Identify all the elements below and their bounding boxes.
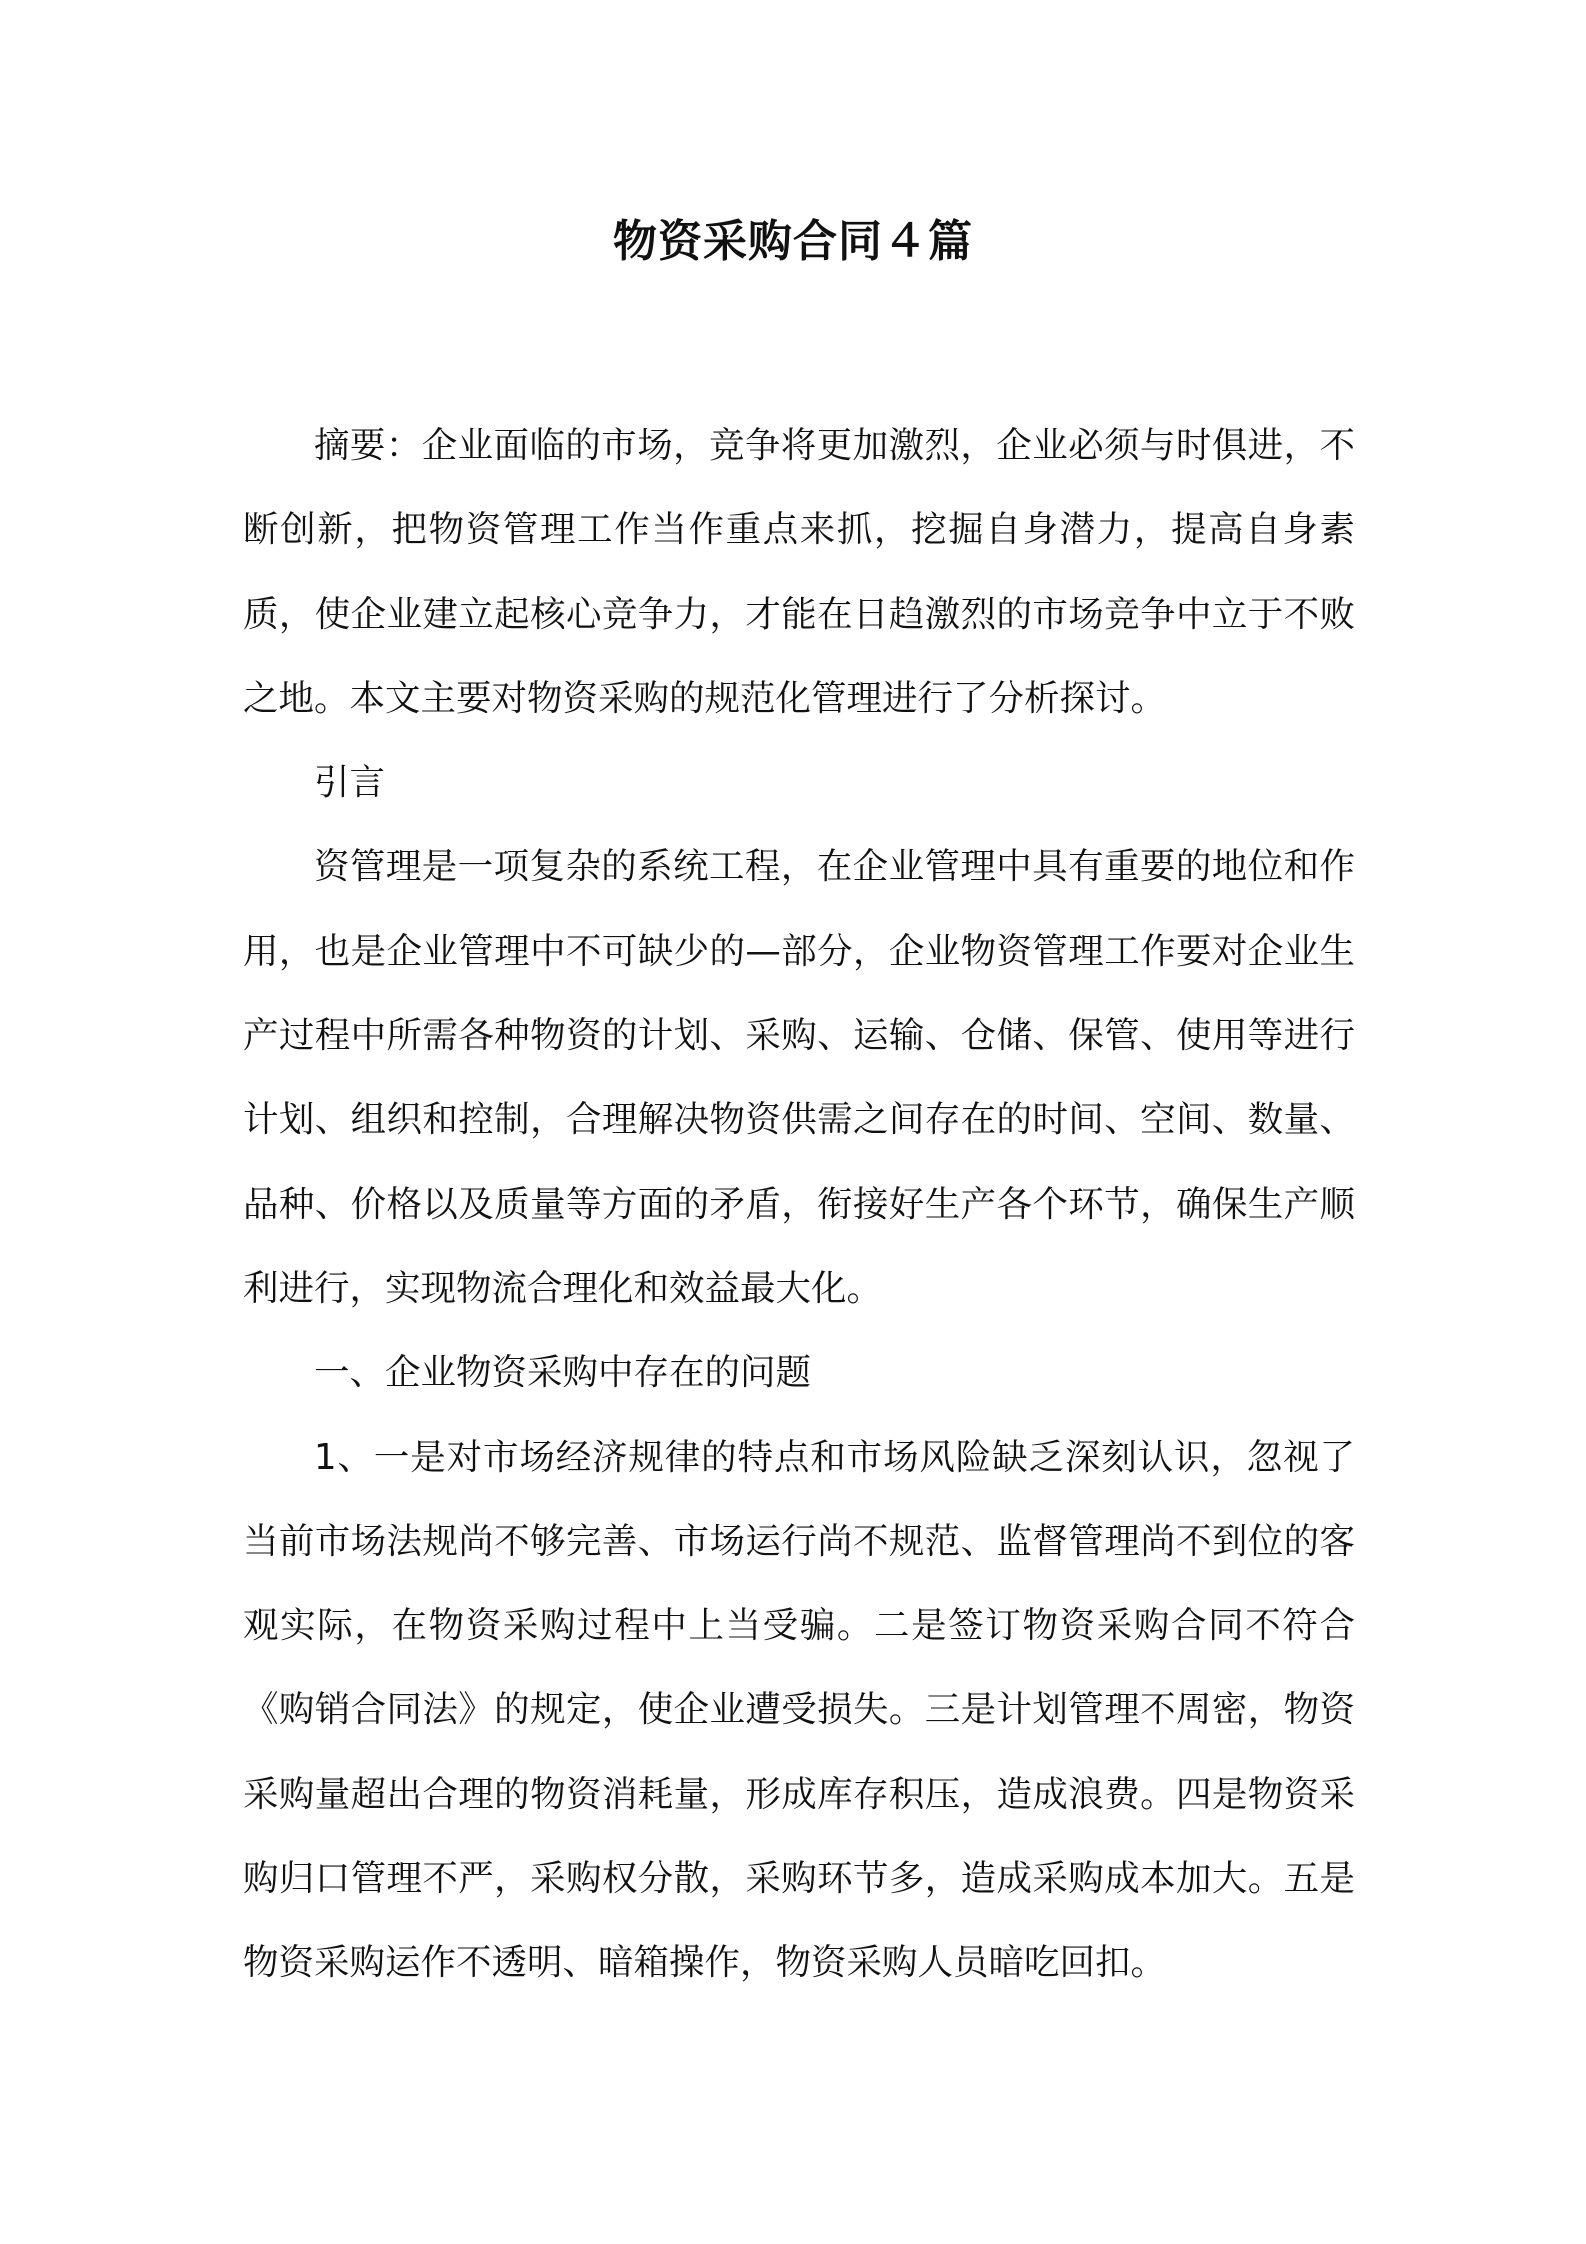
section-heading-problems: 一、企业物资采购中存在的问题: [314, 1352, 812, 1394]
abstract-paragraph: 摘要：企业面临的市场，竞争将更加激烈，企业必须与时俱进，不断创新，把物资管理工作当作重点来抓，挖掘自身潜力，提高自身素质，使企业建立起核心竞争力，才能在日趋激烈的市场竞争中立于不败之地。本文主要对物资采购的规范化管理进行了分析探讨。: [243, 425, 1355, 719]
document-title: 物资采购合同４篇: [613, 216, 973, 267]
introduction-paragraph: 资管理是一项复杂的系统工程，在企业管理中具有重要的地位和作用，也是企业管理中不可缺少的—部分，企业物资管理工作要对企业生产过程中所需各种物资的计划、采购、运输、仓储、保管、使用等进行计划、组织和控制，合理解决物资供需之间存在的时间、空间、数量、品种、价格以及质量等方面的矛盾，衔接好生产各个环节，确保生产顺利进行，实现物流合理化和效益最大化。: [243, 846, 1355, 1309]
document-body: [243, 404, 1355, 2006]
introduction-heading: 引言: [314, 762, 386, 804]
problems-paragraph: 1、一是对市场经济规律的特点和市场风险缺乏深刻认识，忽视了当前市场法规尚不够完善、市场运行尚不规范、监督管理尚不到位的客观实际，在物资采购过程中上当受骗。二是签订物资采购合同不符合《购销合同法》的规定，使企业遭受损失。三是计划管理不周密，物资采购量超出合理的物资消耗量，形成库存积压，造成浪费。四是物资采购归口管理不严，采购权分散，采购环节多，造成采购成本加大。五是物资采购运作不透明、暗箱操作，物资采购人员暗吃回扣。: [243, 1436, 1355, 1984]
